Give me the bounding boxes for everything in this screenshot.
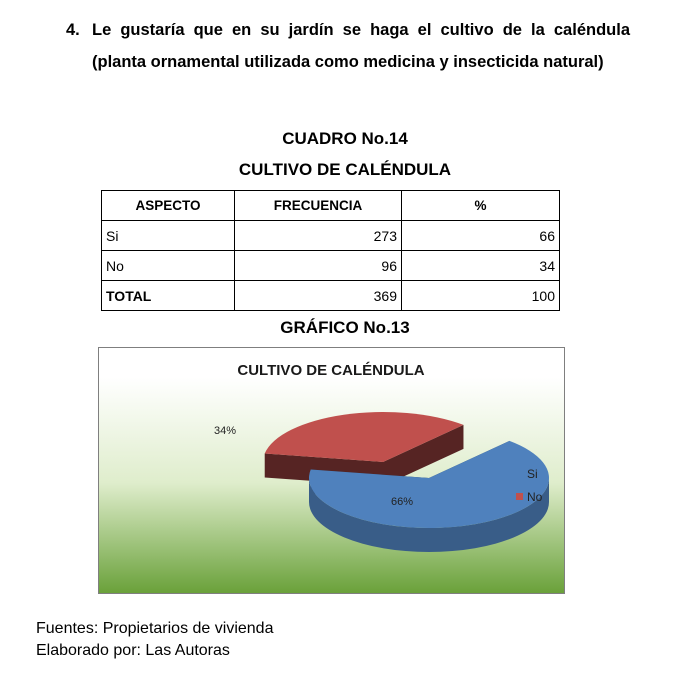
row-aspect: Si: [102, 221, 235, 251]
row-percent: 100: [402, 281, 560, 311]
row-frequency: 369: [235, 281, 402, 311]
table-row-total: [102, 281, 560, 311]
question-number: 4.: [66, 21, 80, 39]
pie-chart-svg: [99, 348, 564, 593]
question: [66, 14, 630, 78]
legend-label-si: Si: [527, 467, 538, 481]
legend-label-no: No: [527, 490, 543, 504]
row-percent: 34: [402, 251, 560, 281]
chart-number: GRÁFICO No.13: [280, 318, 410, 337]
legend-swatch-si: [516, 470, 523, 477]
row-frequency: 96: [235, 251, 402, 281]
row-percent: 66: [402, 221, 560, 251]
header-percent: %: [402, 191, 560, 221]
table-row: [102, 251, 560, 281]
table-row: [102, 221, 560, 251]
question-text: Le gustaría que en su jardín se haga el cultivo de la caléndula (planta ornamental utilizada como medicina y insecticida natural): [92, 21, 630, 71]
footer: [36, 618, 273, 662]
table-title: CULTIVO DE CALÉNDULA: [238, 160, 452, 179]
legend-swatch-no: [516, 493, 523, 500]
footer-source: Fuentes: Propietarios de vivienda: [36, 620, 274, 637]
data-label-no: 34%: [213, 425, 237, 437]
frequency-table: [101, 190, 560, 311]
pie-chart: [98, 347, 565, 594]
header-aspecto: ASPECTO: [102, 191, 235, 221]
row-frequency: 273: [235, 221, 402, 251]
footer-author: Elaborado por: Las Autoras: [36, 642, 230, 659]
row-aspect: TOTAL: [102, 281, 235, 311]
chart-title: CULTIVO DE CALÉNDULA: [237, 362, 425, 379]
header-frecuencia: FRECUENCIA: [235, 191, 402, 221]
table-header-row: [102, 191, 560, 221]
data-label-si: 66%: [390, 496, 414, 508]
table-number: CUADRO No.14: [282, 129, 408, 148]
row-aspect: No: [102, 251, 235, 281]
